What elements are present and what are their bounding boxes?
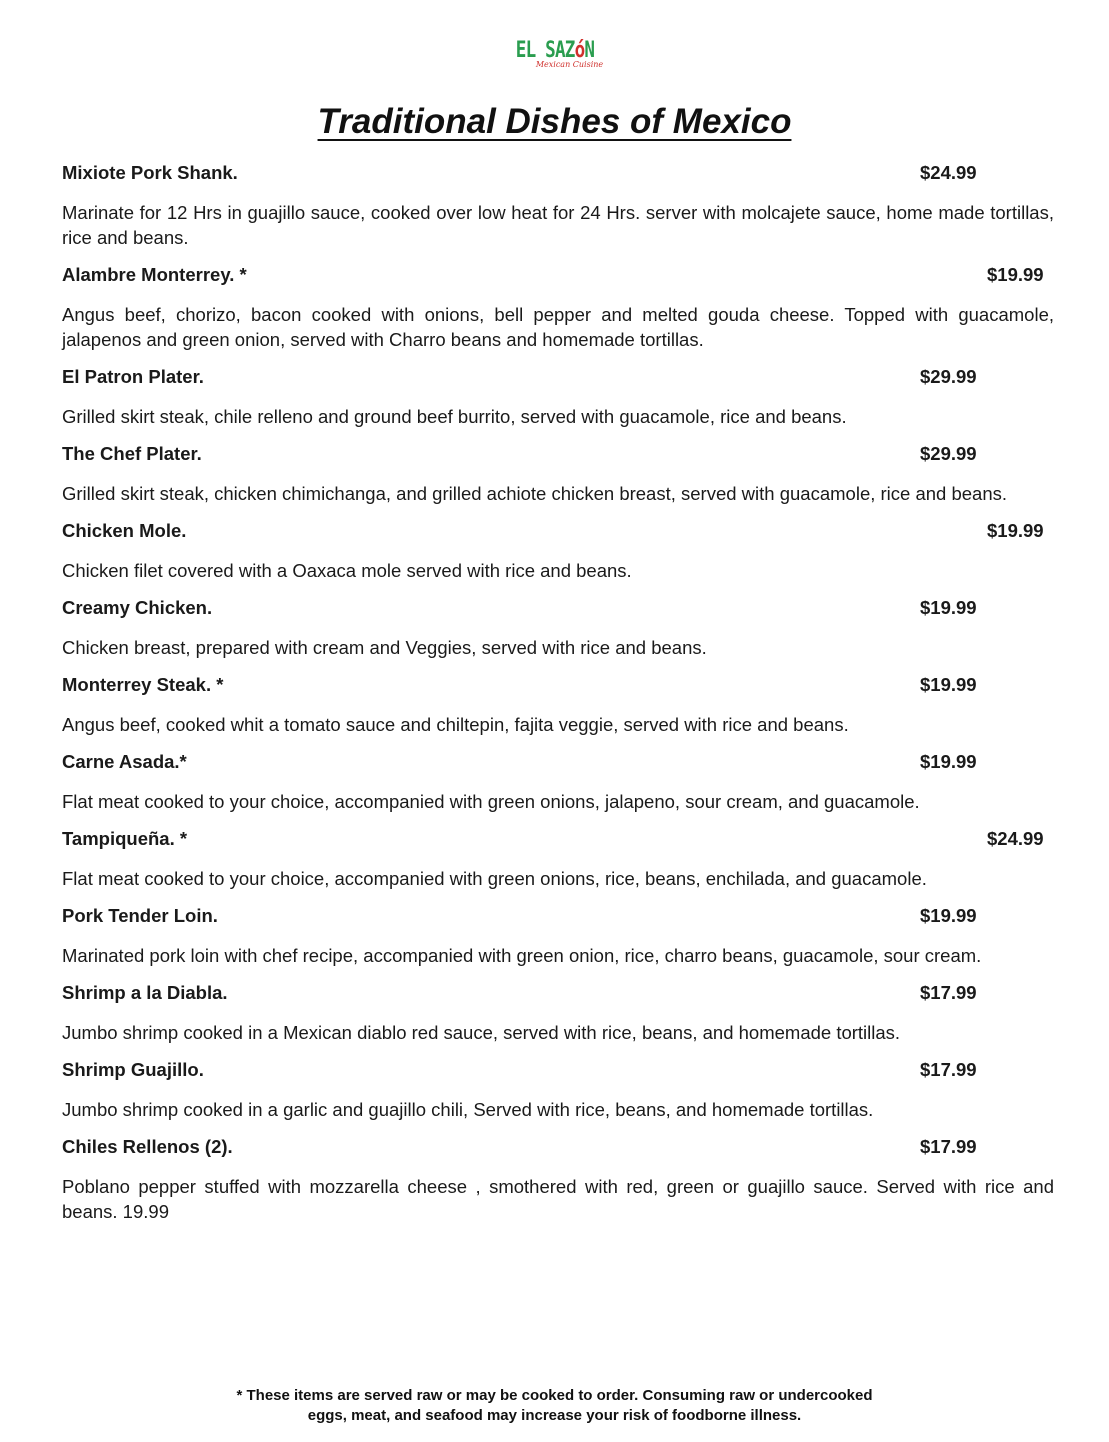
menu-item [62, 749, 1054, 814]
disclaimer-line: eggs, meat, and seafood may increase your risk of foodborne illness. [307, 1407, 802, 1424]
menu-item [62, 364, 1054, 429]
item-description: Angus beef, chorizo, bacon cooked with onions, bell pepper and melted gouda cheese. Topped with guacamole, jalapenos and green onion, served with Charro beans and homemade tortillas. [62, 304, 1054, 350]
menu-item [62, 160, 1054, 250]
item-price: $17.99 [920, 1059, 977, 1080]
disclaimer-line: * These items are served raw or may be cooked to order. Consuming raw or undercooked [236, 1387, 873, 1404]
item-name: Chicken Mole. [62, 520, 187, 541]
item-price: $19.99 [920, 905, 977, 926]
item-name: Creamy Chicken. [62, 597, 213, 618]
item-description: Angus beef, cooked whit a tomato sauce and chiltepin, fajita veggie, served with rice and beans. [62, 714, 849, 735]
item-description: Grilled skirt steak, chicken chimichanga, and grilled achiote chicken breast, served with guacamole, rice and beans. [62, 483, 1008, 504]
logo-tagline: Mexican Cuisine [535, 60, 604, 69]
item-price: $24.99 [987, 828, 1044, 849]
item-price: $17.99 [920, 1136, 977, 1157]
item-name: Alambre Monterrey. * [62, 264, 247, 285]
item-description: Chicken breast, prepared with cream and Veggies, served with rice and beans. [62, 637, 707, 658]
item-name: Shrimp Guajillo. [62, 1059, 204, 1080]
item-description: Flat meat cooked to your choice, accompanied with green onions, rice, beans, enchilada, and guacamole. [62, 868, 927, 889]
item-price: $29.99 [920, 443, 977, 464]
menu-item [62, 595, 1054, 660]
item-name: El Patron Plater. [62, 366, 204, 387]
menu-item [62, 903, 1054, 968]
item-name: Mixiote Pork Shank. [62, 162, 238, 183]
item-price: $29.99 [920, 366, 977, 387]
item-price: $19.99 [920, 751, 977, 772]
item-price: $19.99 [920, 674, 977, 695]
item-name: Shrimp a la Diabla. [62, 982, 228, 1003]
item-name: The Chef Plater. [62, 443, 202, 464]
item-price: $19.99 [987, 264, 1044, 285]
menu-item [62, 262, 1054, 352]
item-description: Grilled skirt steak, chile relleno and ground beef burrito, served with guacamole, rice and beans. [62, 406, 847, 427]
food-safety-disclaimer [0, 1386, 1109, 1426]
item-name: Chiles Rellenos (2). [62, 1136, 233, 1157]
menu-item [62, 826, 1054, 891]
logo-wordmark: EL SAZóN [515, 38, 594, 63]
restaurant-logo [0, 40, 1109, 69]
item-price: $24.99 [920, 162, 977, 183]
item-description: Jumbo shrimp cooked in a Mexican diablo red sauce, served with rice, beans, and homemade tortillas. [62, 1022, 901, 1043]
menu-item [62, 980, 1054, 1045]
item-description: Marinated pork loin with chef recipe, accompanied with green onion, rice, charro beans, guacamole, sour cream. [62, 945, 982, 966]
menu-item [62, 1057, 1054, 1122]
menu-item [62, 672, 1054, 737]
menu-item [62, 518, 1054, 583]
menu-list [62, 160, 1054, 1236]
item-name: Tampiqueña. * [62, 828, 188, 849]
item-description: Poblano pepper stuffed with mozzarella cheese , smothered with red, green or guajillo sauce. Served with rice and beans. 19.99 [62, 1176, 1054, 1222]
item-description: Flat meat cooked to your choice, accompanied with green onions, jalapeno, sour cream, and guacamole. [62, 791, 920, 812]
page-title: Traditional Dishes of Mexico [317, 102, 792, 141]
item-description: Chicken filet covered with a Oaxaca mole served with rice and beans. [62, 560, 632, 581]
item-name: Monterrey Steak. * [62, 674, 224, 695]
item-description: Jumbo shrimp cooked in a garlic and guajillo chili, Served with rice, beans, and homemade tortillas. [62, 1099, 874, 1120]
item-price: $19.99 [987, 520, 1044, 541]
menu-item [62, 1134, 1054, 1224]
menu-item [62, 441, 1054, 506]
item-description: Marinate for 12 Hrs in guajillo sauce, cooked over low heat for 24 Hrs. server with molcajete sauce, home made tortillas, rice and beans. [62, 202, 1054, 248]
item-price: $17.99 [920, 982, 977, 1003]
item-name: Pork Tender Loin. [62, 905, 218, 926]
item-name: Carne Asada.* [62, 751, 187, 772]
item-price: $19.99 [920, 597, 977, 618]
